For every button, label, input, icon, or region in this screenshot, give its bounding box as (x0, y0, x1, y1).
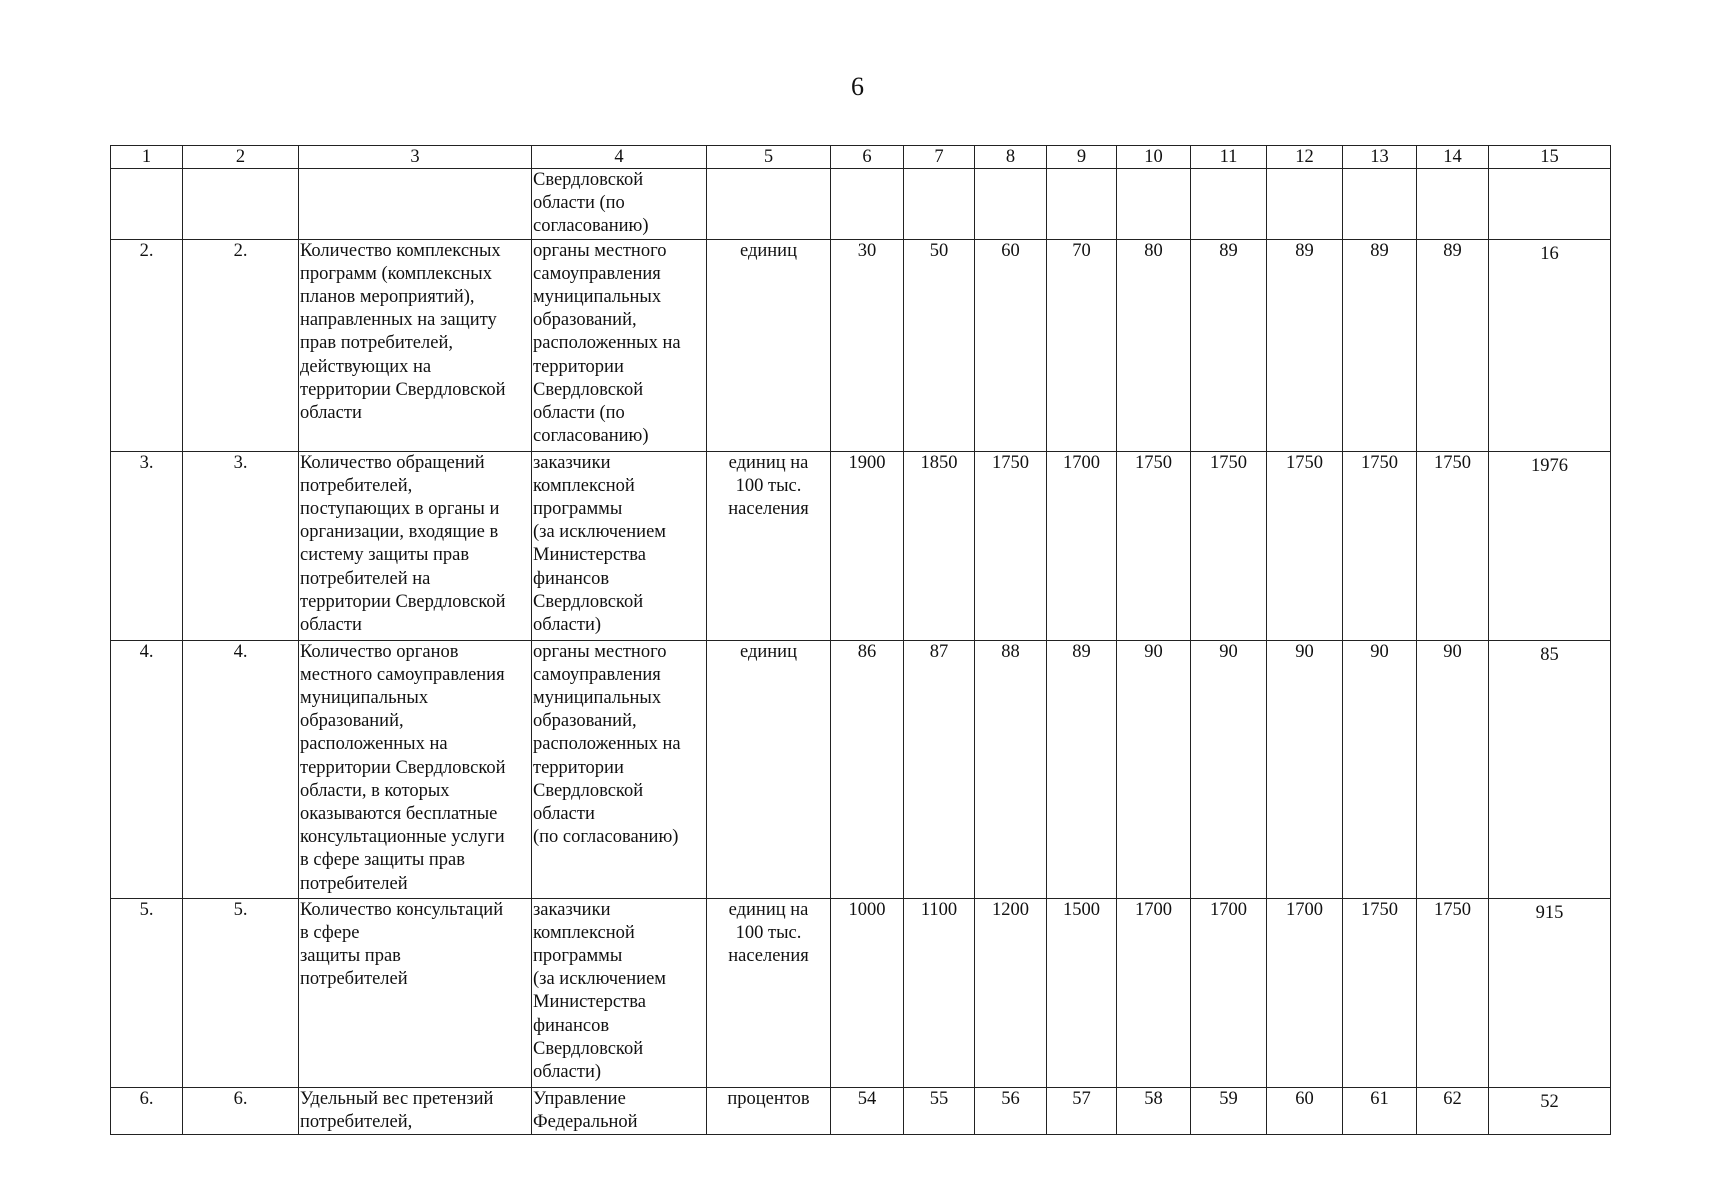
header-cell: 6 (831, 146, 904, 169)
row-number-cell: 6. (111, 1087, 183, 1134)
value-cell (1191, 169, 1267, 240)
value-cell: 1700 (1117, 898, 1191, 1087)
header-cell: 5 (707, 146, 831, 169)
header-cell: 10 (1117, 146, 1191, 169)
indicator-name-cell: Удельный вес претензий потребителей, (299, 1087, 532, 1134)
value-cell: 30 (831, 239, 904, 451)
value-cell (1117, 169, 1191, 240)
value-cell (1267, 169, 1343, 240)
header-cell: 4 (532, 146, 707, 169)
row-code-cell: 2. (183, 239, 299, 451)
header-cell: 15 (1489, 146, 1611, 169)
value-cell: 1700 (1191, 898, 1267, 1087)
value-cell: 1000 (831, 898, 904, 1087)
indicator-name-cell (299, 169, 532, 240)
indicator-name-cell: Количество комплексных программ (комплексных планов мероприятий), направленных на защиту прав потребителей, действующих на территории Свердловской области (299, 239, 532, 451)
value-cell (975, 169, 1047, 240)
value-cell: 1750 (1267, 451, 1343, 640)
unit-cell: единиц (707, 640, 831, 898)
value-cell: 1750 (1117, 451, 1191, 640)
indicator-name-cell: Количество органов местного самоуправления муниципальных образований, расположенных на территории Свердловской области, в которых оказываются бесплатные консультационные услуги в сфере защиты прав потребителей (299, 640, 532, 898)
value-cell: 55 (904, 1087, 975, 1134)
baseline-value-cell: 16 (1489, 239, 1611, 451)
baseline-value-cell: 1976 (1489, 451, 1611, 640)
row-number-cell: 2. (111, 239, 183, 451)
value-cell: 1750 (975, 451, 1047, 640)
row-number-cell: 5. (111, 898, 183, 1087)
value-cell: 54 (831, 1087, 904, 1134)
baseline-value-cell: 915 (1489, 898, 1611, 1087)
value-cell: 89 (1343, 239, 1417, 451)
value-cell: 1750 (1343, 898, 1417, 1087)
value-cell (904, 169, 975, 240)
unit-cell: единиц на 100 тыс. населения (707, 451, 831, 640)
value-cell: 1750 (1417, 451, 1489, 640)
value-cell: 70 (1047, 239, 1117, 451)
value-cell (1047, 169, 1117, 240)
value-cell: 89 (1267, 239, 1343, 451)
baseline-value-cell (1489, 169, 1611, 240)
header-cell: 7 (904, 146, 975, 169)
value-cell: 1900 (831, 451, 904, 640)
value-cell: 62 (1417, 1087, 1489, 1134)
value-cell (1343, 169, 1417, 240)
value-cell: 1750 (1343, 451, 1417, 640)
header-row (111, 146, 1611, 169)
value-cell: 80 (1117, 239, 1191, 451)
responsible-cell: заказчики комплексной программы (за исключением Министерства финансов Свердловской области) (532, 451, 707, 640)
value-cell: 90 (1343, 640, 1417, 898)
value-cell: 89 (1191, 239, 1267, 451)
value-cell: 61 (1343, 1087, 1417, 1134)
value-cell: 60 (1267, 1087, 1343, 1134)
value-cell: 56 (975, 1087, 1047, 1134)
responsible-cell: заказчики комплексной программы (за исключением Министерства финансов Свердловской области) (532, 898, 707, 1087)
value-cell: 90 (1191, 640, 1267, 898)
value-cell (1417, 169, 1489, 240)
responsible-cell: органы местного самоуправления муниципальных образований, расположенных на территории Свердловской области (по согласованию) (532, 239, 707, 451)
header-cell: 2 (183, 146, 299, 169)
value-cell (831, 169, 904, 240)
value-cell: 1700 (1267, 898, 1343, 1087)
header-cell: 3 (299, 146, 532, 169)
header-cell: 12 (1267, 146, 1343, 169)
row-code-cell: 3. (183, 451, 299, 640)
value-cell: 90 (1117, 640, 1191, 898)
baseline-value-cell: 52 (1489, 1087, 1611, 1134)
header-cell: 9 (1047, 146, 1117, 169)
value-cell: 89 (1047, 640, 1117, 898)
unit-cell: процентов (707, 1087, 831, 1134)
indicator-name-cell: Количество консультаций в сфере защиты прав потребителей (299, 898, 532, 1087)
table-row (111, 640, 1611, 898)
responsible-cell: Управление Федеральной (532, 1087, 707, 1134)
unit-cell: единиц (707, 239, 831, 451)
row-code-cell: 5. (183, 898, 299, 1087)
indicator-name-cell: Количество обращений потребителей, поступающих в органы и организации, входящие в систему защиты прав потребителей на территории Свердловской области (299, 451, 532, 640)
value-cell: 1750 (1417, 898, 1489, 1087)
value-cell: 1850 (904, 451, 975, 640)
value-cell: 1200 (975, 898, 1047, 1087)
value-cell: 60 (975, 239, 1047, 451)
row-code-cell: 4. (183, 640, 299, 898)
value-cell: 87 (904, 640, 975, 898)
value-cell: 57 (1047, 1087, 1117, 1134)
header-cell: 1 (111, 146, 183, 169)
row-code-cell: 6. (183, 1087, 299, 1134)
row-number-cell: 4. (111, 640, 183, 898)
value-cell: 1500 (1047, 898, 1117, 1087)
value-cell: 59 (1191, 1087, 1267, 1134)
table-row (111, 1087, 1611, 1134)
table-row (111, 239, 1611, 451)
value-cell: 1700 (1047, 451, 1117, 640)
value-cell: 89 (1417, 239, 1489, 451)
unit-cell: единиц на 100 тыс. населения (707, 898, 831, 1087)
value-cell: 1750 (1191, 451, 1267, 640)
value-cell: 90 (1417, 640, 1489, 898)
value-cell: 1100 (904, 898, 975, 1087)
header-cell: 11 (1191, 146, 1267, 169)
responsible-cell: органы местного самоуправления муниципальных образований, расположенных на территории Свердловской области (по согласованию) (532, 640, 707, 898)
row-code-cell (183, 169, 299, 240)
header-cell: 13 (1343, 146, 1417, 169)
value-cell: 86 (831, 640, 904, 898)
indicators-table (110, 145, 1611, 1135)
baseline-value-cell: 85 (1489, 640, 1611, 898)
header-cell: 8 (975, 146, 1047, 169)
row-number-cell (111, 169, 183, 240)
table-row (111, 451, 1611, 640)
page-number: 6 (851, 72, 864, 101)
unit-cell (707, 169, 831, 240)
table-row (111, 169, 1611, 240)
value-cell: 50 (904, 239, 975, 451)
row-number-cell: 3. (111, 451, 183, 640)
value-cell: 58 (1117, 1087, 1191, 1134)
table-row (111, 898, 1611, 1087)
responsible-cell: Свердловской области (по согласованию) (532, 169, 707, 240)
header-cell: 14 (1417, 146, 1489, 169)
value-cell: 90 (1267, 640, 1343, 898)
value-cell: 88 (975, 640, 1047, 898)
